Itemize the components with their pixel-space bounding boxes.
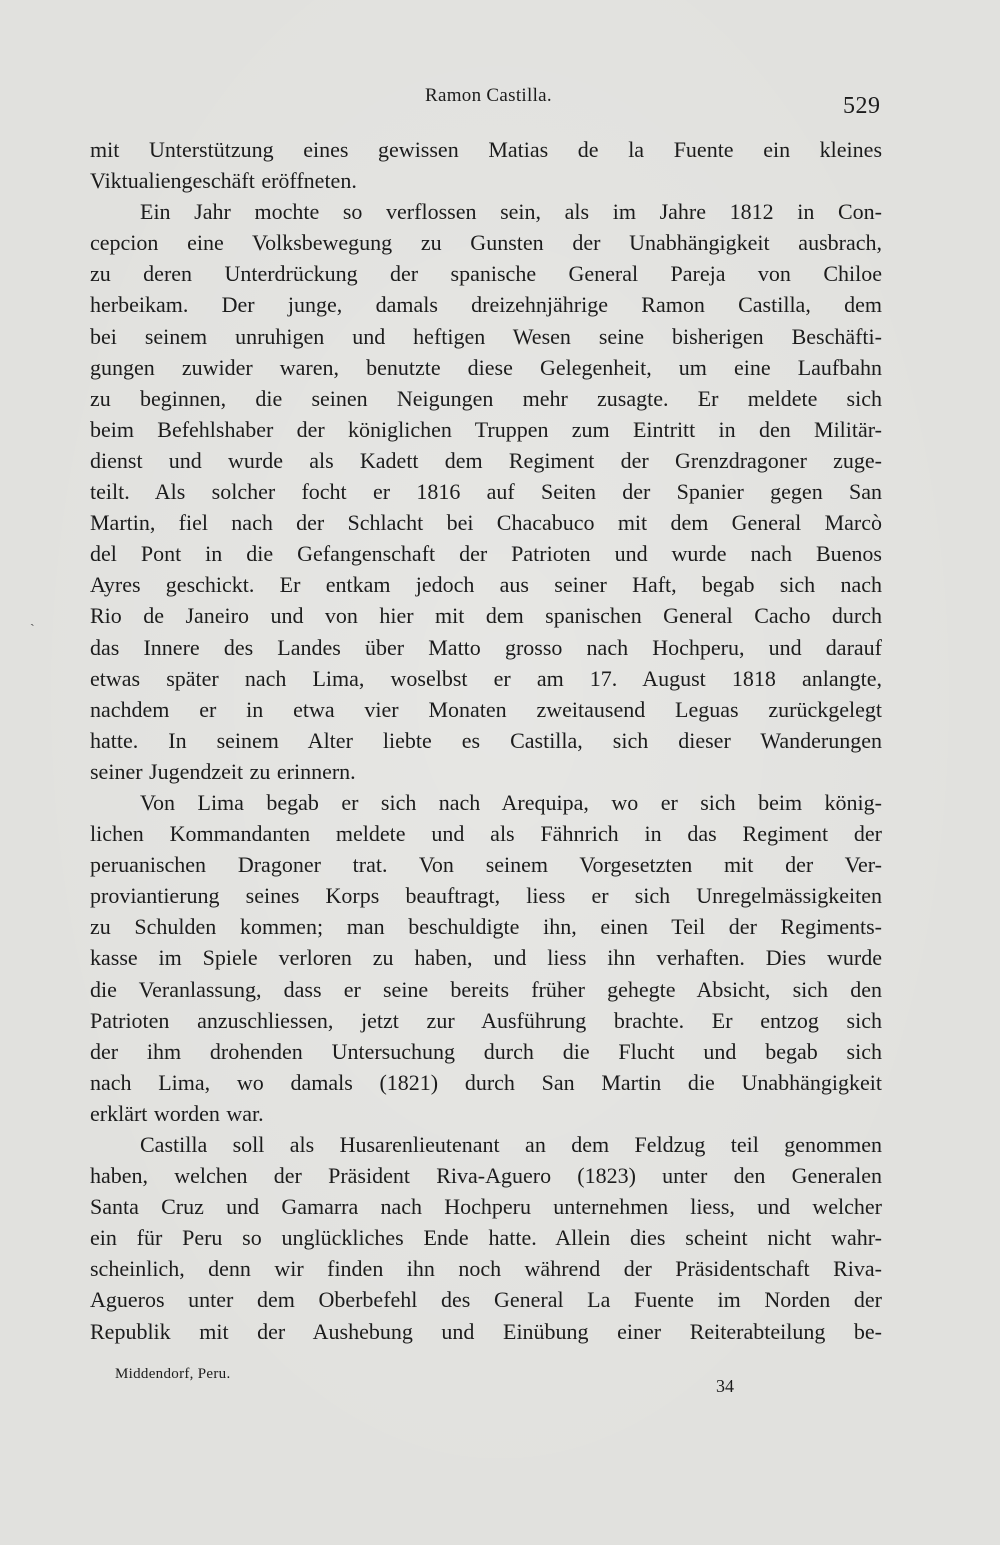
text-line: Ayres geschickt. Er entkam jedoch aus seiner Haft, begab sich nach: [90, 572, 882, 598]
text-line: Patrioten anzuschliessen, jetzt zur Ausführung brachte. Er entzog sich: [90, 1007, 882, 1033]
text-line: proviantierung seines Korps beauftragt, liess er sich Unregelmässigkeiten: [90, 883, 882, 909]
text-line: Martin, fiel nach der Schlacht bei Chacabuco mit dem General Marcò: [90, 510, 882, 536]
text-line: Von Lima begab er sich nach Arequipa, wo er sich beim könig-: [140, 789, 882, 815]
text-line: teilt. Als solcher focht er 1816 auf Seiten der Spanier gegen San: [90, 479, 882, 505]
text-line: herbeikam. Der junge, damals dreizehnjährige Ramon Castilla, dem: [90, 292, 882, 318]
text-line: etwas später nach Lima, woselbst er am 17. August 1818 anlangte,: [90, 665, 882, 691]
running-head: [0, 85, 1000, 119]
text-line: haben, welchen der Präsident Riva-Aguero (1823) unter den Generalen: [90, 1163, 882, 1189]
text-line: der ihm drohenden Untersuchung durch die Flucht und begab sich: [90, 1038, 882, 1064]
text-line: cepcion eine Volksbewegung zu Gunsten der Unabhängigkeit ausbrach,: [90, 230, 882, 256]
text-line: bei seinem unruhigen und heftigen Wesen seine bisherigen Beschäfti-: [90, 323, 882, 349]
print-speck: ˎ: [30, 612, 35, 627]
text-line: zu deren Unterdrückung der spanische General Pareja von Chiloe: [90, 261, 882, 287]
text-line: Castilla soll als Husarenlieutenant an dem Feldzug teil genommen: [140, 1132, 882, 1157]
text-line: Republik mit der Aushebung und Einübung einer Reiterabteilung be-: [90, 1318, 882, 1344]
text-line: gungen zuwider waren, benutzte diese Gelegenheit, um eine Laufbahn: [90, 354, 882, 380]
page-number: 529: [843, 93, 881, 119]
text-line: zu beginnen, die seinen Neigungen mehr zusagte. Er meldete sich: [90, 385, 882, 411]
text-line: mit Unterstützung eines gewissen Matias de la Fuente ein kleines: [90, 137, 882, 162]
text-line: Viktualiengeschäft eröffneten.: [90, 168, 357, 194]
text-line: seiner Jugendzeit zu erinnern.: [90, 758, 356, 784]
text-line: dienst und wurde als Kadett dem Regiment der Grenzdragoner zuge-: [90, 447, 882, 473]
text-line: lichen Kommandanten meldete und als Fähnrich in das Regiment der: [90, 821, 882, 847]
text-line: kasse im Spiele verloren zu haben, und liess ihn verhaften. Dies wurde: [90, 945, 882, 971]
page-footer: [0, 1366, 1000, 1406]
body-text: [90, 134, 882, 1347]
text-line: Ein Jahr mochte so verflossen sein, als im Jahre 1812 in Con-: [140, 199, 882, 225]
text-line: del Pont in die Gefangenschaft der Patrioten und wurde nach Buenos: [90, 541, 882, 567]
text-line: nach Lima, wo damals (1821) durch San Martin die Unabhängigkeit: [90, 1069, 882, 1095]
text-line: Santa Cruz und Gamarra nach Hochperu unternehmen liess, und welcher: [90, 1194, 882, 1220]
text-line: ein für Peru so unglückliches Ende hatte. Allein dies scheint nicht wahr-: [90, 1225, 882, 1251]
text-line: scheinlich, denn wir finden ihn noch während der Präsidentschaft Riva-: [90, 1256, 882, 1282]
text-line: das Innere des Landes über Matto grosso nach Hochperu, und darauf: [90, 634, 882, 660]
text-line: zu Schulden kommen; man beschuldigte ihn, einen Teil der Regiments-: [90, 914, 882, 940]
sheet-number: 34: [716, 1376, 734, 1396]
text-line: erklärt worden war.: [90, 1100, 264, 1126]
text-line: nachdem er in etwa vier Monaten zweitausend Leguas zurückgelegt: [90, 696, 882, 722]
text-line: hatte. In seinem Alter liebte es Castilla, sich dieser Wanderungen: [90, 727, 882, 753]
text-line: peruanischen Dragoner trat. Von seinem Vorgesetzten mit der Ver-: [90, 852, 882, 878]
text-line: Agueros unter dem Oberbefehl des General La Fuente im Norden der: [90, 1287, 882, 1313]
printer-signature: Middendorf, Peru.: [115, 1366, 231, 1382]
text-line: Rio de Janeiro und von hier mit dem spanischen General Cacho durch: [90, 603, 882, 629]
text-line: die Veranlassung, dass er seine bereits früher gehegte Absicht, sich den: [90, 976, 882, 1002]
running-title: Ramon Castilla.: [425, 85, 552, 106]
text-line: beim Befehlshaber der königlichen Truppen zum Eintritt in den Militär-: [90, 416, 882, 442]
